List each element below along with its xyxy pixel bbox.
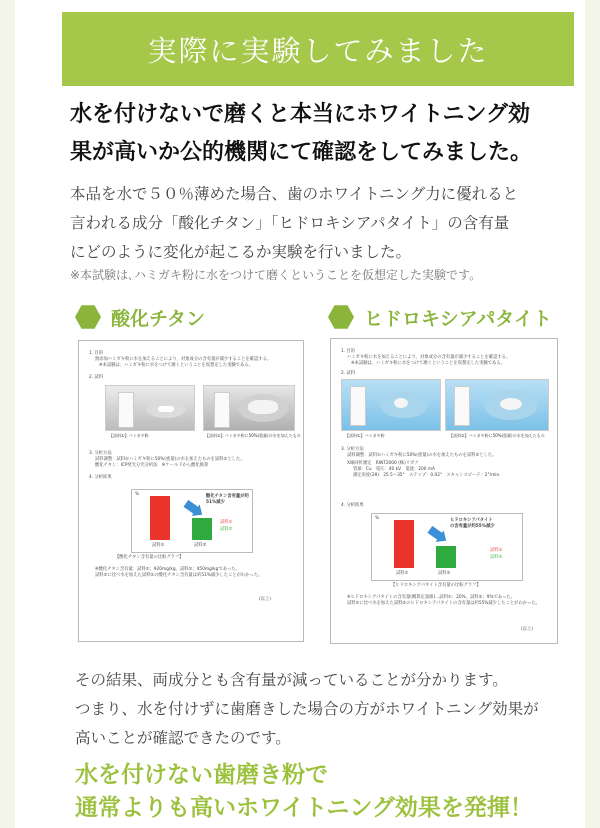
- report-text: ※ヒドロキシアパタイトの含有量(概算定量値)…試料①；20%、試料②；9%であった。: [347, 595, 516, 600]
- intro-line-1: 本品を水で５０％薄めた場合、歯のホワイトニング力に優れると: [70, 185, 519, 203]
- report-text: 管球：Cu 電圧：40 kV 電流：200 mA: [353, 467, 435, 472]
- report-text: ※本試験は、ハミガキ粉に水をつけて磨くということを仮想定した実験である。: [99, 363, 253, 368]
- report-text: 試料調整：試料①ハミガキ粉に50%(重量)の水を加えたものを試料②とした。: [347, 453, 497, 458]
- chart-legend-item: 試料①: [490, 548, 503, 553]
- section-title-titanium: [75, 300, 205, 334]
- section-title-label: 酸化チタン: [111, 307, 206, 330]
- chart-category-label: 試料②: [194, 543, 207, 548]
- hexagon-icon: [328, 304, 354, 330]
- sample-photo: [203, 385, 295, 431]
- photo-caption: 【試料①】ハミガキ粉: [109, 433, 149, 438]
- report-text: 試料②に比べ水を加えた試料②のヒドロキシアパタイトの含有量は約55%減少したことがわかった。: [347, 601, 540, 606]
- chart-ylabel: %: [375, 516, 380, 521]
- chart-plot: [372, 514, 522, 580]
- bar-chart-titanium: [131, 489, 253, 553]
- chart-category-label: 試料①: [396, 571, 409, 576]
- report-image-titanium: [78, 340, 304, 642]
- intro-text: [70, 180, 570, 267]
- report-heading: 1. 目的: [89, 351, 104, 356]
- closing-line-2: 通常よりも高いホワイトニング効果を発揮！: [75, 794, 533, 821]
- photo-caption: 【試料②】ハミガキ粉に50%(重量)の水を加えたもの: [449, 433, 545, 438]
- sample-photo: [341, 379, 441, 431]
- bar-chart-hydroxyapatite: [371, 513, 523, 581]
- chart-annotation: 酸化チタン含有量が約51%減少: [206, 494, 249, 505]
- report-text: 無添加ハミガキ粉に水を加えることにより、対象成分の含有量が減少することを確認する。: [95, 357, 272, 362]
- report-end: (以上): [521, 627, 533, 632]
- result-line-2: つまり、水を付けずに歯磨きした場合の方がホワイトニング効果が: [75, 700, 539, 718]
- report-heading: 2. 試料: [89, 375, 104, 380]
- chart-title: 【ヒドロキシアパタイト含有量の比較グラフ】: [391, 583, 481, 588]
- page: [15, 0, 585, 828]
- chart-legend-item: 試料②: [490, 555, 503, 560]
- report-heading: 3. 分析方法: [89, 451, 112, 456]
- headline-line-2: 果が高いか公的機関にて確認をしてみました。: [70, 140, 533, 165]
- test-note: ※本試験は､ハミガキ粉に水をつけて磨くということを仮想定した実験です。: [70, 268, 482, 282]
- report-text: ハミガキ粉に水を加えることにより、対象成分の含有量が減少することを確認する。: [347, 355, 511, 360]
- report-text: 試料調整：試料①ハミガキ粉に50%(重量)の水を加えたものを試料②とした。: [95, 457, 245, 462]
- report-text: 測定角度(2θ)：25.5〜35° ステップ：0.02° スキャンスピード：2°/min.: [353, 473, 501, 478]
- chart-bar: [436, 546, 456, 568]
- report-text: ※本試験は、ハミガキ粉に水をつけて磨くということを仮想定した実験である。: [351, 361, 505, 366]
- section-title-label: ヒドロキシアパタイト: [364, 307, 552, 330]
- photo-caption: 【試料①】ハミガキ粉: [345, 433, 385, 438]
- chart-bar: [192, 518, 212, 540]
- report-text: 酸化チタン：ICP発光分光分析法 ※ケールドから酸化換算: [95, 463, 209, 468]
- report-text: X線回折測定 RINT2000 (株)リガク: [347, 461, 419, 466]
- chart-bar: [394, 520, 414, 568]
- report-text: ※酸化チタン含有量：試料①；920mg/kg、試料②；450mg/kgであった。: [95, 567, 240, 572]
- banner-title: 実際に実験してみました: [147, 33, 489, 68]
- result-line-3: 高いことが確認できたのです。: [75, 729, 291, 747]
- result-line-1: その結果、両成分とも含有量が減っていることが分かります。: [75, 671, 508, 689]
- report-heading: 4. 分析結果: [341, 503, 364, 508]
- hexagon-icon: [75, 304, 101, 330]
- headline-line-1: 水を付けないで磨くと本当にホワイトニング効: [70, 102, 531, 127]
- sample-photo: [105, 385, 195, 431]
- chart-annotation: ヒドロキシアパタイトの含有量が約55%減少: [450, 518, 495, 529]
- report-text: 試料②に比べ水を加えた試料②の酸化チタン含有量は約51%減少したことがわかった。: [95, 573, 263, 578]
- closing-line-1: 水を付けない歯磨き粉で: [75, 761, 328, 788]
- chart-bar: [150, 496, 170, 540]
- report-heading: 3. 分析方法: [341, 447, 364, 452]
- report-image-hydroxyapatite: [330, 338, 558, 644]
- report-heading: 2. 試料: [341, 371, 356, 376]
- chart-category-label: 試料①: [152, 543, 165, 548]
- report-heading: 4. 分析結果: [89, 475, 112, 480]
- report-end: (以上): [259, 597, 271, 602]
- result-text: [75, 666, 575, 753]
- headline: [70, 96, 570, 172]
- chart-title: 【酸化チタン含有量の比較グラフ】: [115, 555, 184, 560]
- report-heading: 1. 目的: [341, 349, 356, 354]
- chart-legend-item: 試料②: [220, 527, 233, 532]
- closing-catchphrase: [75, 758, 585, 824]
- intro-line-3: にどのように変化が起こるか実験を行いました。: [70, 243, 412, 261]
- chart-legend-item: 試料①: [220, 520, 233, 525]
- chart-category-label: 試料②: [438, 571, 451, 576]
- photo-caption: 【試料②】ハミガキ粉に50%(重量)の水を加えたもの: [205, 433, 301, 438]
- chart-ylabel: %: [135, 492, 140, 497]
- section-title-hydroxyapatite: [328, 300, 552, 334]
- section-banner: [62, 12, 574, 86]
- intro-line-2: 言われる成分「酸化チタン」「ヒドロキシアパタイト」の含有量: [70, 214, 510, 232]
- sample-photo: [445, 379, 549, 431]
